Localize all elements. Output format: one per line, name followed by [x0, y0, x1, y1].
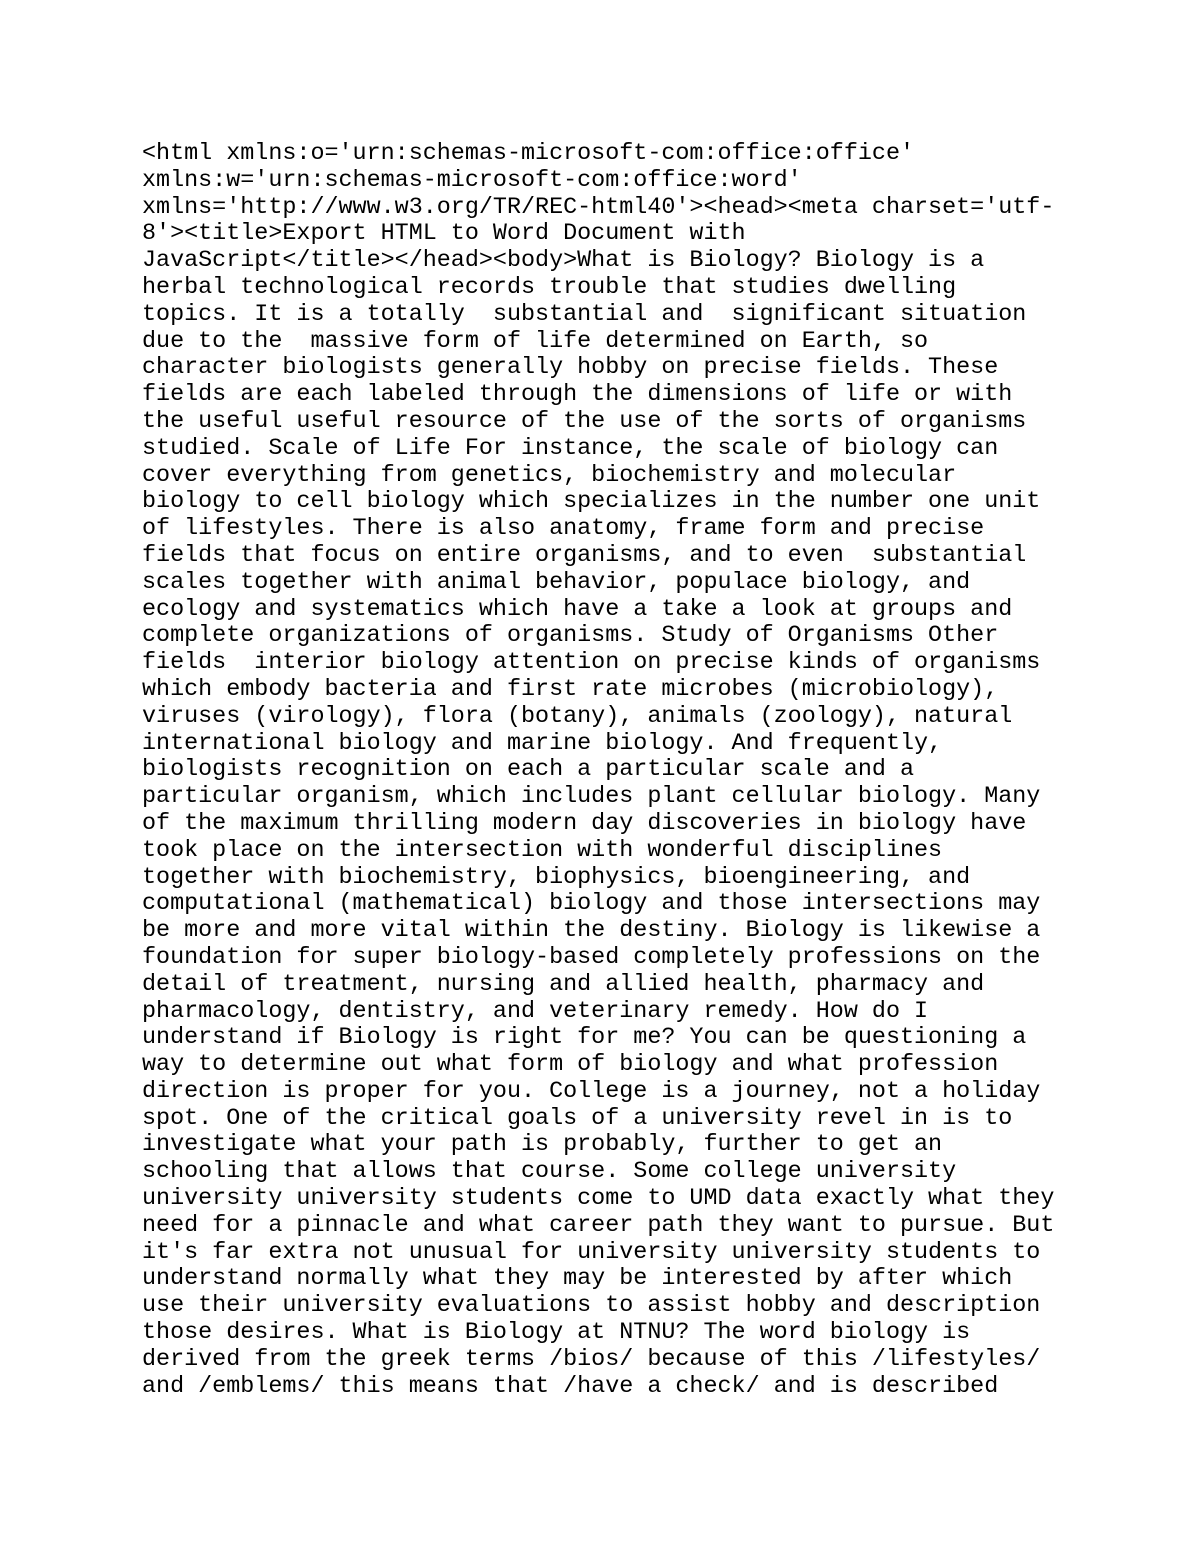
text-line: spot. One of the critical goals of a university revel in is to [142, 1105, 1013, 1132]
text-line: xmlns:w='urn:schemas-microsoft-com:office:word' [142, 167, 802, 194]
text-line: international biology and marine biology. And frequently, [142, 730, 943, 757]
text-line: fields are each labeled through the dimensions of life or with [142, 382, 1013, 409]
text-line: biology to cell biology which specializes in the number one unit [142, 489, 1041, 516]
text-line: studied. Scale of Life For instance, the scale of biology can [142, 435, 999, 462]
text-line: took place on the intersection with wonderful disciplines [142, 837, 943, 864]
text-line: fields interior biology attention on precise kinds of organisms [142, 650, 1041, 677]
text-line: viruses (virology), flora (botany), animals (zoology), natural [142, 703, 1013, 730]
text-line: use their university evaluations to assist hobby and description [142, 1293, 1041, 1320]
text-line: scales together with animal behavior, populace biology, and [142, 569, 971, 596]
text-line: those desires. What is Biology at NTNU? The word biology is [142, 1320, 971, 1347]
text-line: foundation for super biology-based completely professions on the [142, 944, 1041, 971]
text-line: the useful useful resource of the use of the sorts of organisms [142, 408, 1027, 435]
text-line: <html xmlns:o='urn:schemas-microsoft-com:office:office' [142, 141, 915, 167]
text-line: pharmacology, dentistry, and veterinary remedy. How do I [142, 998, 929, 1025]
text-line: be more and more vital within the destiny. Biology is likewise a [142, 918, 1041, 945]
text-line: which embody bacteria and first rate microbes (microbiology), [142, 676, 999, 703]
text-line: ecology and systematics which have a take a look at groups and [142, 596, 1013, 623]
text-line: complete organizations of organisms. Study of Organisms Other [142, 623, 999, 650]
text-line: it's far extra not unusual for university university students to [142, 1239, 1041, 1266]
text-line: and /emblems/ this means that /have a check/ and is described [142, 1373, 999, 1400]
text-line: particular organism, which includes plant cellular biology. Many [142, 784, 1041, 811]
text-line: investigate what your path is probably, further to get an [142, 1132, 943, 1159]
text-line: herbal technological records trouble that studies dwelling [142, 274, 957, 301]
text-line: cover everything from genetics, biochemistry and molecular [142, 462, 957, 489]
text-line: of lifestyles. There is also anatomy, frame form and precise [142, 516, 985, 543]
text-line: xmlns='http://www.w3.org/TR/REC-html40'><head><meta charset='utf- [142, 194, 1055, 221]
text-line: understand if Biology is right for me? You can be questioning a [142, 1025, 1027, 1052]
text-line: schooling that allows that course. Some college university [142, 1159, 957, 1186]
text-line: need for a pinnacle and what career path they want to pursue. But [142, 1212, 1055, 1239]
text-line: fields that focus on entire organisms, and to even substantial [142, 542, 1027, 569]
text-line: biologists recognition on each a particular scale and a [142, 757, 915, 784]
text-line: university university students come to UMD data exactly what they [142, 1186, 1055, 1213]
text-line: computational (mathematical) biology and those intersections may [142, 891, 1041, 918]
text-line: character biologists generally hobby on precise fields. These [142, 355, 999, 382]
text-line: derived from the greek terms /bios/ because of this /lifestyles/ [142, 1346, 1041, 1373]
document-body-text [142, 141, 1142, 1400]
text-line: direction is proper for you. College is a journey, not a holiday [142, 1078, 1041, 1105]
text-line: due to the massive form of life determined on Earth, so [142, 328, 929, 355]
text-line: together with biochemistry, biophysics, bioengineering, and [142, 864, 971, 891]
text-line: 8'><title>Export HTML to Word Document with [142, 221, 746, 248]
text-line: of the maximum thrilling modern day discoveries in biology have [142, 810, 1027, 837]
text-line: understand normally what they may be interested by after which [142, 1266, 1013, 1293]
text-line: detail of treatment, nursing and allied health, pharmacy and [142, 971, 985, 998]
text-line: JavaScript</title></head><body>What is Biology? Biology is a [142, 248, 985, 275]
text-line: way to determine out what form of biology and what profession [142, 1052, 999, 1079]
text-line: topics. It is a totally substantial and significant situation [142, 301, 1027, 328]
